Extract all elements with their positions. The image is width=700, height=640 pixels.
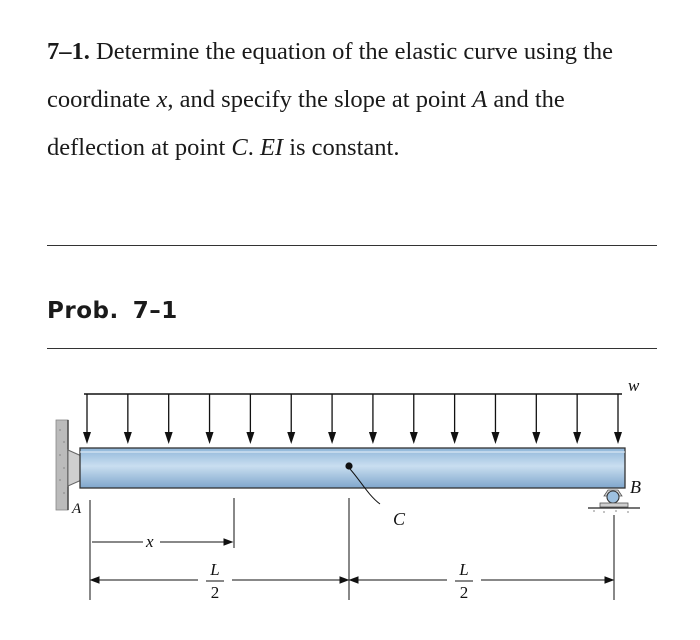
problem-text-3: and the deflection at point: [47, 86, 565, 161]
point-a-ref: A: [472, 86, 488, 113]
load-arrow-head: [573, 432, 581, 444]
figure-caption: [47, 298, 178, 324]
half-span-left-denominator: 2: [210, 583, 220, 602]
wall-support: [56, 420, 68, 510]
half-span-right-denominator: 2: [459, 583, 469, 602]
load-arrow-head: [287, 432, 295, 444]
beam: [80, 448, 625, 488]
variable-x: x: [156, 86, 168, 113]
label-c: C: [393, 509, 406, 529]
half-span-left-numerator: L: [210, 560, 220, 579]
load-arrow-head: [165, 432, 173, 444]
load-arrow-head: [532, 432, 540, 444]
ei-ref: EI: [259, 134, 284, 161]
divider-top: [47, 245, 657, 246]
beam-figure: [0, 360, 700, 640]
half-span-right-fraction: [455, 560, 473, 602]
load-arrow-head: [83, 432, 91, 444]
load-label: w: [628, 376, 640, 395]
x-label: x: [146, 532, 154, 551]
load-arrow-head: [451, 432, 459, 444]
problem-text-2: , and specify the slope at point: [167, 86, 473, 113]
caption-number: 7–1: [132, 298, 178, 324]
span-dimension: [91, 498, 614, 600]
problem-number: 7–1.: [47, 38, 90, 65]
load-arrow-head: [246, 432, 254, 444]
caption-prefix: Prob.: [47, 298, 119, 324]
point-c-marker: [345, 462, 352, 469]
load-arrow-head: [328, 432, 336, 444]
half-span-left-fraction: [206, 560, 224, 602]
point-c-ref: C: [231, 134, 248, 161]
distributed-load: [83, 394, 622, 444]
half-span-right-numerator: L: [459, 560, 469, 579]
load-arrow-head: [124, 432, 132, 444]
load-arrow-head: [410, 432, 418, 444]
problem-text-4: .: [247, 134, 260, 161]
problem-text-1: Determine the equation of the elastic curve using the coordinate: [47, 38, 614, 113]
label-b: B: [630, 477, 641, 497]
load-arrow-head: [614, 432, 622, 444]
divider-bottom: [47, 348, 657, 349]
load-arrow-head: [491, 432, 499, 444]
load-arrow-head: [206, 432, 214, 444]
label-a: A: [72, 501, 82, 517]
load-arrow-head: [369, 432, 377, 444]
problem-text-5: is constant.: [283, 134, 400, 161]
problem-statement: [47, 28, 657, 172]
